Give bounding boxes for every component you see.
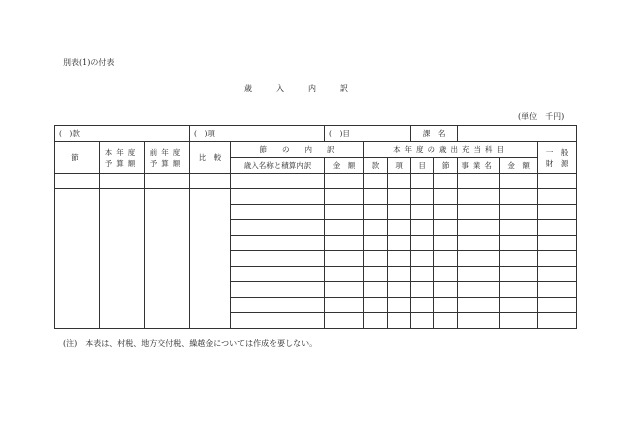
moku-cell: ( )目 [325,126,411,142]
col-alloc-kou-header: 項 [388,158,411,174]
ka-mei-cell: 課 名 [411,126,458,142]
document-title: 歳 入 内 訳 [244,84,348,93]
compare-cell [190,189,231,329]
kan-cell: ( )款 [55,126,190,142]
col-allocation-header: 本年度の歳出充当科目 [364,142,538,158]
col-alloc-kan-header: 款 [364,158,388,174]
ka-mei-value-cell [458,126,577,142]
col-alloc-setsu-header: 節 [434,158,458,174]
col-setsu-detail-header: 節 の 内 訳 [231,142,364,158]
header-row-1 [55,142,577,158]
attachment-label: 別表(1)の付表 [63,58,115,67]
prev-budget-cell [145,189,190,329]
col-current-budget-header: 本年度 予算額 [100,142,145,174]
col-prev-budget-header: 前年度 予算額 [145,142,190,174]
table-row [55,189,577,205]
col-amount-header: 金 額 [325,158,364,174]
classification-row [55,126,577,142]
col-compare-header: 比 較 [190,142,231,174]
col-project-name-header: 事業名 [458,158,500,174]
kou-cell: ( )項 [190,126,325,142]
footnote: (注) 本表は、村税、地方交付税、繰越金については作成を要しない。 [63,339,318,348]
setsu-cell [55,189,100,329]
revenue-breakdown-table [54,125,577,329]
col-alloc-amount-header: 金 額 [500,158,538,174]
col-alloc-moku-header: 目 [411,158,434,174]
col-revenue-name-header: 歳入名称と積算内訳 [231,158,325,174]
unit-label: (単位 千円) [518,112,565,121]
current-budget-cell [100,189,145,329]
col-setsu-header: 節 [55,142,100,174]
col-general-header: 一 般 財 源 [538,142,577,174]
summary-row [55,174,577,189]
